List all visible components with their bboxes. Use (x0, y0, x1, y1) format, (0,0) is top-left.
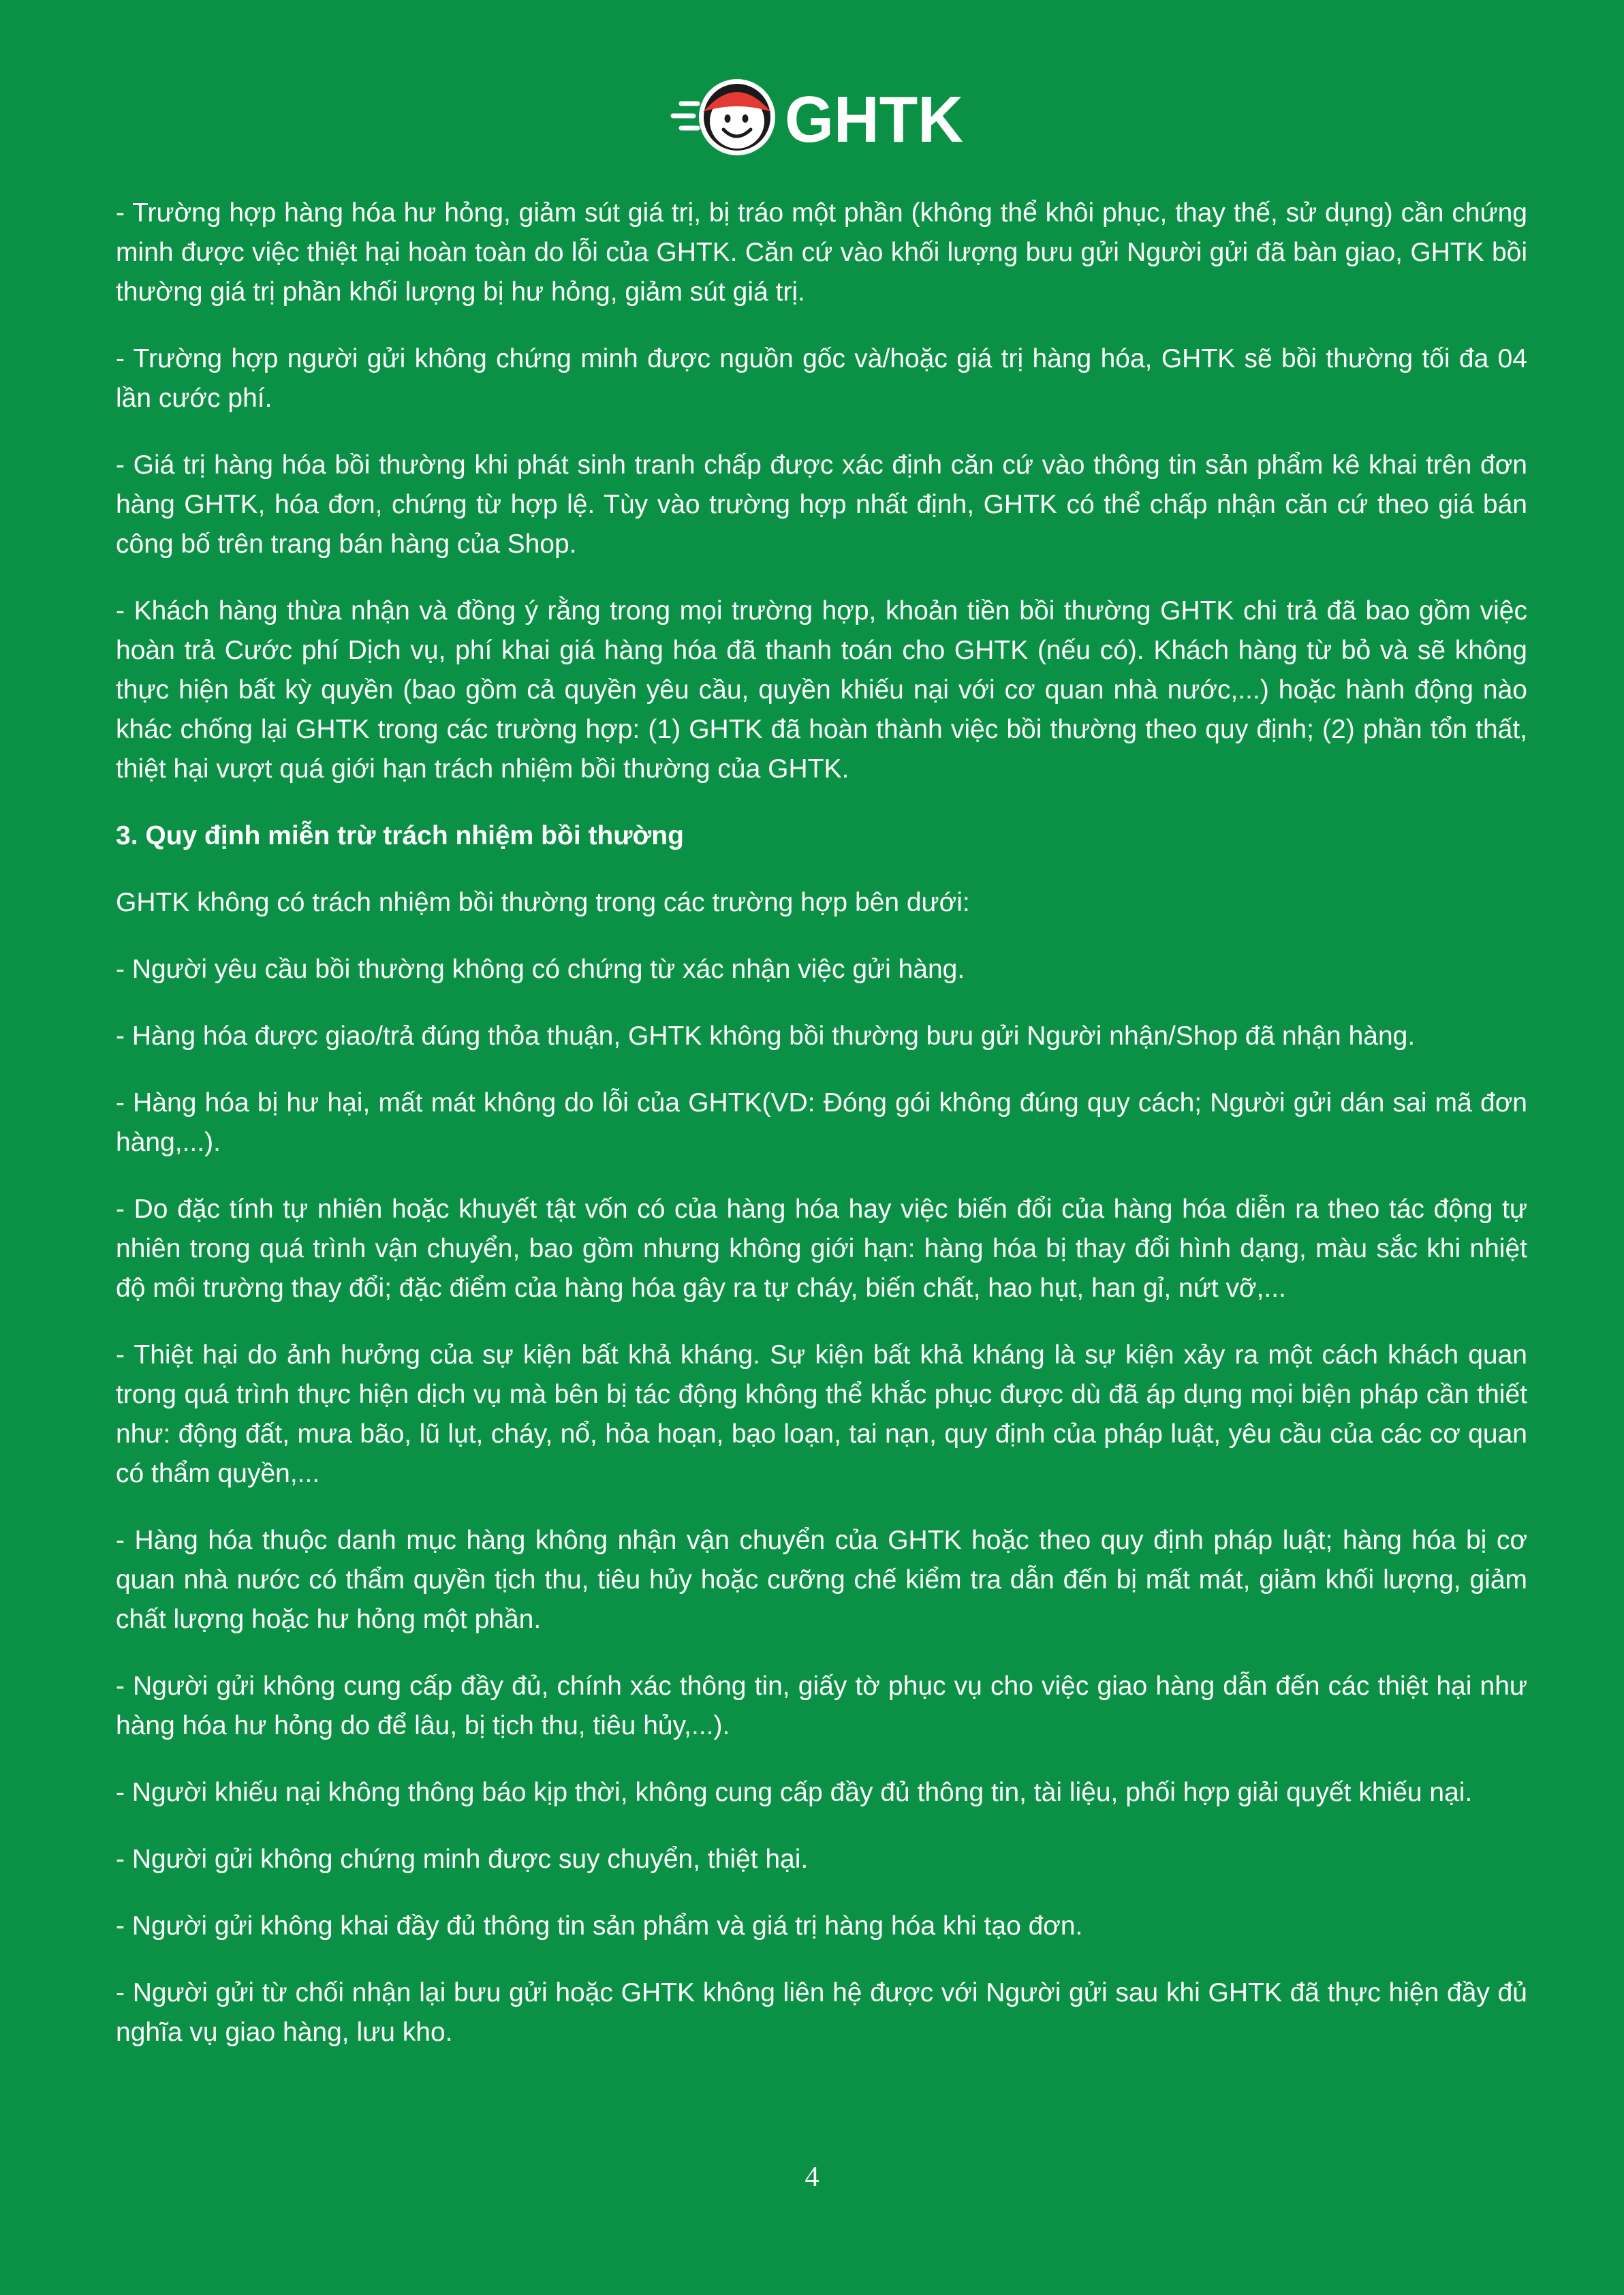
exemption-item: - Hàng hóa bị hư hại, mất mát không do lỗi của GHTK(VD: Đóng gói không đúng quy cách; Người gửi dán sai mã đơn hàng,...). (116, 1088, 1527, 1157)
paragraph-customer-acknowledgement: - Khách hàng thừa nhận và đồng ý rằng trong mọi trường hợp, khoản tiền bồi thường GHTK chi trả đã bao gồm việc hoàn trả Cước phí Dịch vụ, phí khai giá hàng hóa đã thanh toán cho GHTK (nếu có). Khách hàng từ bỏ và sẽ không thực hiện bất kỳ quyền (bao gồm cả quyền yêu cầu, quyền khiếu nại với cơ quan nhà nước,...) hoặc hành động nào khác chống lại GHTK trong các trường hợp: (1) GHTK đã hoàn thành việc bồi thường theo quy định; (2) phần tổn thất, thiệt hại vượt quá giới hạn trách nhiệm bồi thường của GHTK. (116, 596, 1527, 784)
exemption-item: - Hàng hóa được giao/trả đúng thỏa thuận, GHTK không bồi thường bưu gửi Người nhận/Shop đã nhận hàng. (116, 1021, 1416, 1051)
exemption-item: - Thiệt hại do ảnh hưởng của sự kiện bất khả kháng. Sự kiện bất khả kháng là sự kiện xảy ra một cách khách quan trong quá trình thực hiện dịch vụ mà bên bị tác động không thể khắc phục được dù đã áp dụng mọi biện pháp cần thiết như: động đất, mưa bão, lũ lụt, cháy, nổ, hỏa hoạn, bạo loạn, tai nạn, quy định của pháp luật, yêu cầu của các cơ quan có thẩm quyền,... (116, 1340, 1527, 1488)
exemption-item: - Người gửi không khai đầy đủ thông tin sản phẩm và giá trị hàng hóa khi tạo đơn. (116, 1911, 1083, 1941)
exemption-item: - Người gửi không cung cấp đầy đủ, chính xác thông tin, giấy tờ phục vụ cho việc giao hàng dẫn đến các thiệt hại như hàng hóa hư hỏng do để lâu, bị tịch thu, tiêu hủy,...). (116, 1672, 1527, 1740)
document-body (116, 194, 1527, 2080)
paragraph-compensation-value: - Giá trị hàng hóa bồi thường khi phát sinh tranh chấp được xác định căn cứ vào thông tin sản phẩm kê khai trên đơn hàng GHTK, hóa đơn, chứng từ hợp lệ. Tùy vào trường hợp nhất định, GHTK có thể chấp nhận căn cứ theo giá bán công bố trên trang bán hàng của Shop. (116, 450, 1527, 559)
logo-text: GHTK (785, 83, 963, 156)
paragraph-unproven-origin: - Trường hợp người gửi không chứng minh được nguồn gốc và/hoặc giá trị hàng hóa, GHTK sẽ bồi thường tối đa 04 lần cước phí. (116, 344, 1527, 413)
exemption-item: - Người yêu cầu bồi thường không có chứng từ xác nhận việc gửi hàng. (116, 955, 965, 984)
section-intro: GHTK không có trách nhiệm bồi thường trong các trường hợp bên dưới: (116, 888, 970, 917)
page-number: 4 (805, 2161, 819, 2193)
speed-lines-icon (673, 104, 698, 128)
exemption-item: - Hàng hóa thuộc danh mục hàng không nhận vận chuyển của GHTK hoặc theo quy định pháp luật; hàng hóa bị cơ quan nhà nước có thẩm quyền tịch thu, tiêu hủy hoặc cưỡng chế kiểm tra dẫn đến bị mất mát, giảm khối lượng, giảm chất lượng hoặc hư hỏng một phần. (116, 1526, 1527, 1634)
smiling-courier-mascot-icon (699, 79, 775, 155)
paragraph-damaged-goods: - Trường hợp hàng hóa hư hỏng, giảm sút giá trị, bị tráo một phần (không thể khôi phục, thay thế, sử dụng) cần chứng minh được việc thiệt hại hoàn toàn do lỗi của GHTK. Căn cứ vào khối lượng bưu gửi Người gửi đã bàn giao, GHTK bồi thường giá trị phần khối lượng bị hư hỏng, giảm sút giá trị. (116, 198, 1527, 307)
section-heading: 3. Quy định miễn trừ trách nhiệm bồi thường (116, 821, 684, 850)
exemption-item: - Do đặc tính tự nhiên hoặc khuyết tật vốn có của hàng hóa hay việc biến đổi của hàng hóa diễn ra theo tác động tự nhiên trong quá trình vận chuyển, bao gồm nhưng không giới hạn: hàng hóa bị thay đổi hình dạng, màu sắc khi nhiệt độ môi trường thay đổi; đặc điểm của hàng hóa gây ra tự cháy, biến chất, hao hụt, han gỉ, nứt vỡ,... (116, 1195, 1527, 1303)
ghtk-logo (669, 74, 969, 158)
exemption-item: - Người gửi từ chối nhận lại bưu gửi hoặc GHTK không liên hệ được với Người gửi sau khi GHTK đã thực hiện đầy đủ nghĩa vụ giao hàng, lưu kho. (116, 1978, 1527, 2047)
exemption-item: - Người khiếu nại không thông báo kịp thời, không cung cấp đầy đủ thông tin, tài liệu, phối hợp giải quyết khiếu nại. (116, 1778, 1473, 1807)
exemption-item: - Người gửi không chứng minh được suy chuyển, thiệt hại. (116, 1845, 809, 1874)
